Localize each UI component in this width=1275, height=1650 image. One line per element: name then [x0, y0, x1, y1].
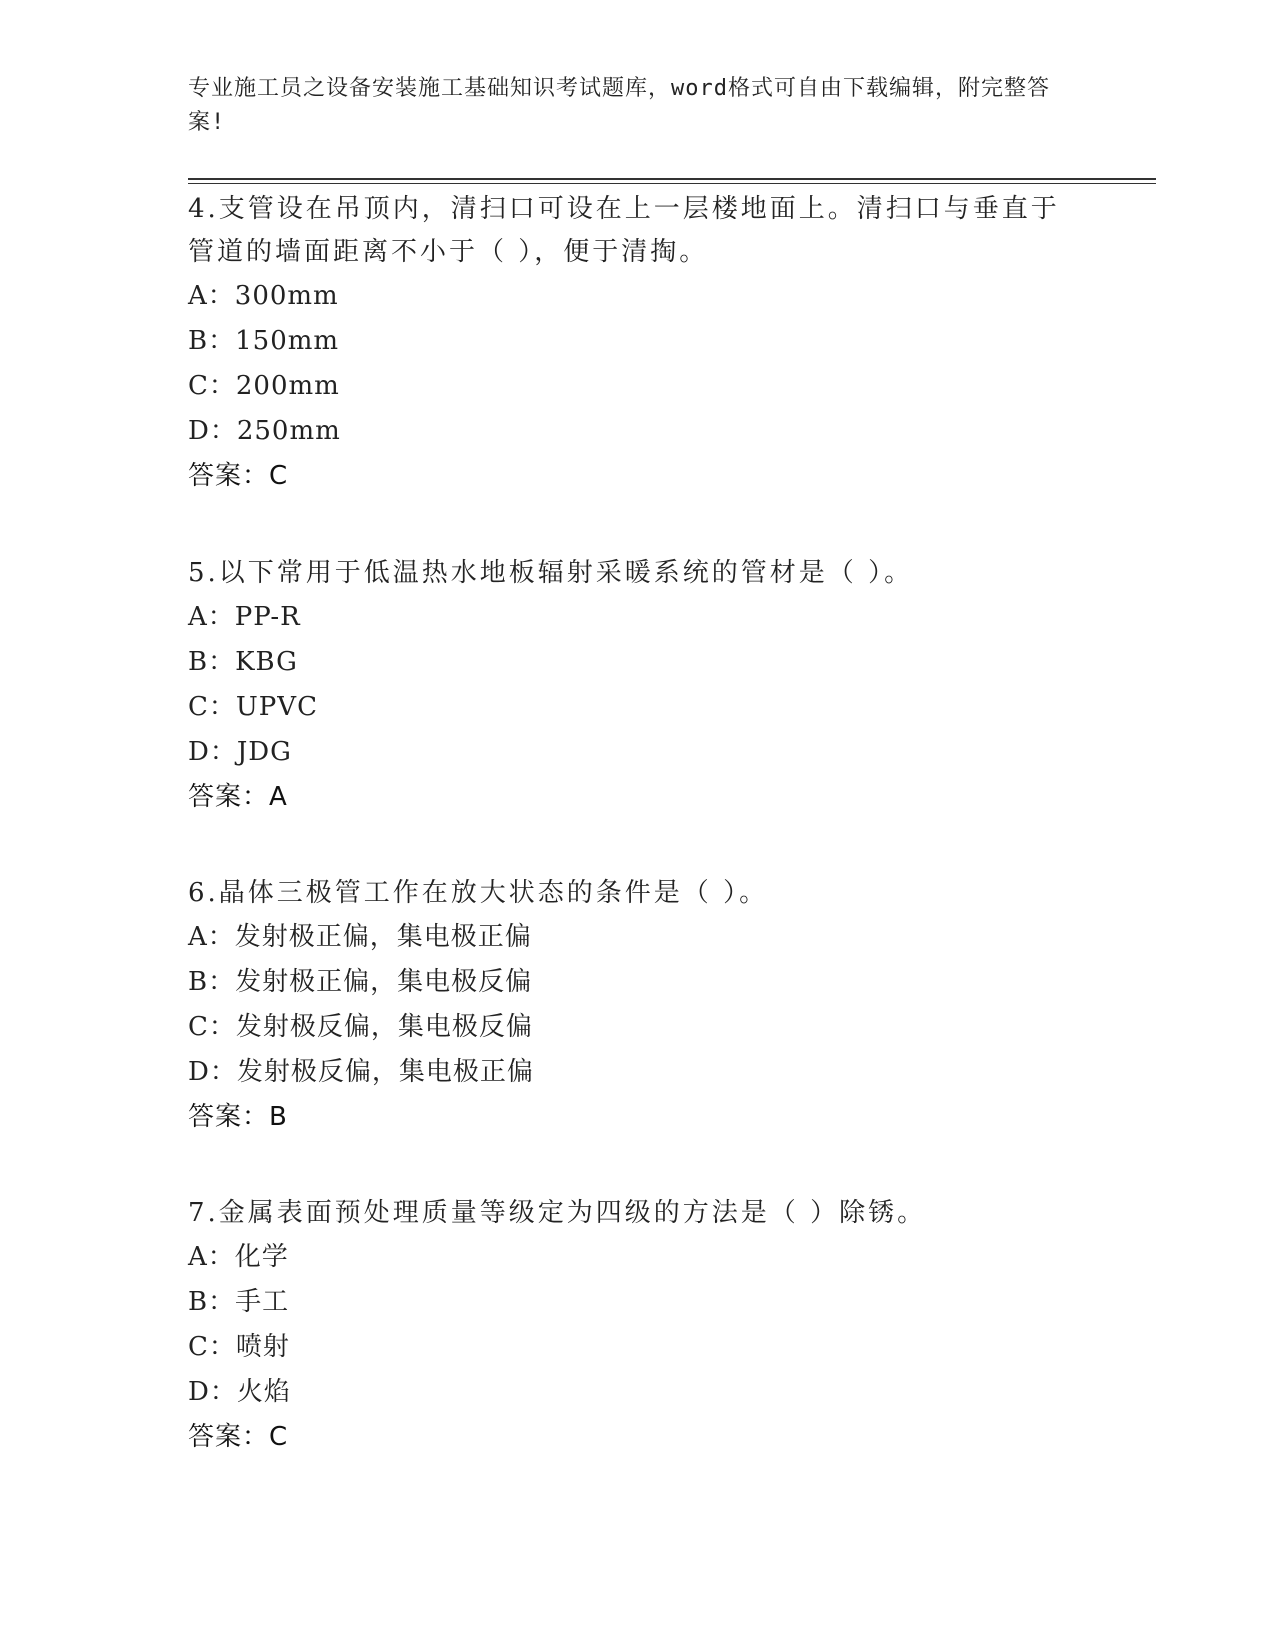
- question-5: [188, 552, 1068, 820]
- header-divider-thin: [188, 183, 1156, 184]
- option-a: A：300mm: [188, 281, 339, 311]
- header-text: 专业施工员之设备安装施工基础知识考试题库，word格式可自由下载编辑，附完整答案!: [188, 76, 1050, 135]
- header-divider-thick: [188, 178, 1156, 180]
- option-a: A：化学: [188, 1242, 289, 1272]
- option-d: D：火焰: [188, 1377, 291, 1407]
- option-d: D：250mm: [188, 416, 341, 446]
- option-d: D：JDG: [188, 737, 292, 767]
- answer: 答案：A: [188, 782, 288, 812]
- question-stem: 6.晶体三极管工作在放大状态的条件是（ ）。: [188, 878, 769, 908]
- option-b: B：发射极正偏，集电极反偏: [188, 967, 533, 997]
- option-a: A：PP-R: [188, 602, 301, 632]
- option-b: B：KBG: [188, 647, 298, 677]
- option-b: B：手工: [188, 1287, 290, 1317]
- option-b: B：150mm: [188, 326, 340, 356]
- option-c: C：200mm: [188, 371, 340, 401]
- answer: 答案：B: [188, 1102, 288, 1132]
- option-c: C：喷射: [188, 1332, 290, 1362]
- question-6: [188, 872, 1068, 1140]
- option-c: C：发射极反偏，集电极反偏: [188, 1012, 533, 1042]
- answer: 答案：C: [188, 461, 289, 491]
- question-stem: 5.以下常用于低温热水地板辐射采暖系统的管材是（ ）。: [188, 558, 914, 588]
- option-c: C：UPVC: [188, 692, 318, 722]
- question-4: [188, 188, 1068, 499]
- option-d: D：发射极反偏，集电极正偏: [188, 1057, 534, 1087]
- document-header: [188, 72, 1068, 140]
- answer: 答案：C: [188, 1422, 289, 1452]
- question-7: [188, 1192, 1068, 1460]
- question-stem: 4.支管设在吊顶内，清扫口可设在上一层楼地面上。清扫口与垂直于管道的墙面距离不小于（ ），便于清掏。: [188, 194, 1060, 267]
- question-stem: 7.金属表面预处理质量等级定为四级的方法是（ ）除锈。: [188, 1198, 927, 1228]
- option-a: A：发射极正偏，集电极正偏: [188, 922, 532, 952]
